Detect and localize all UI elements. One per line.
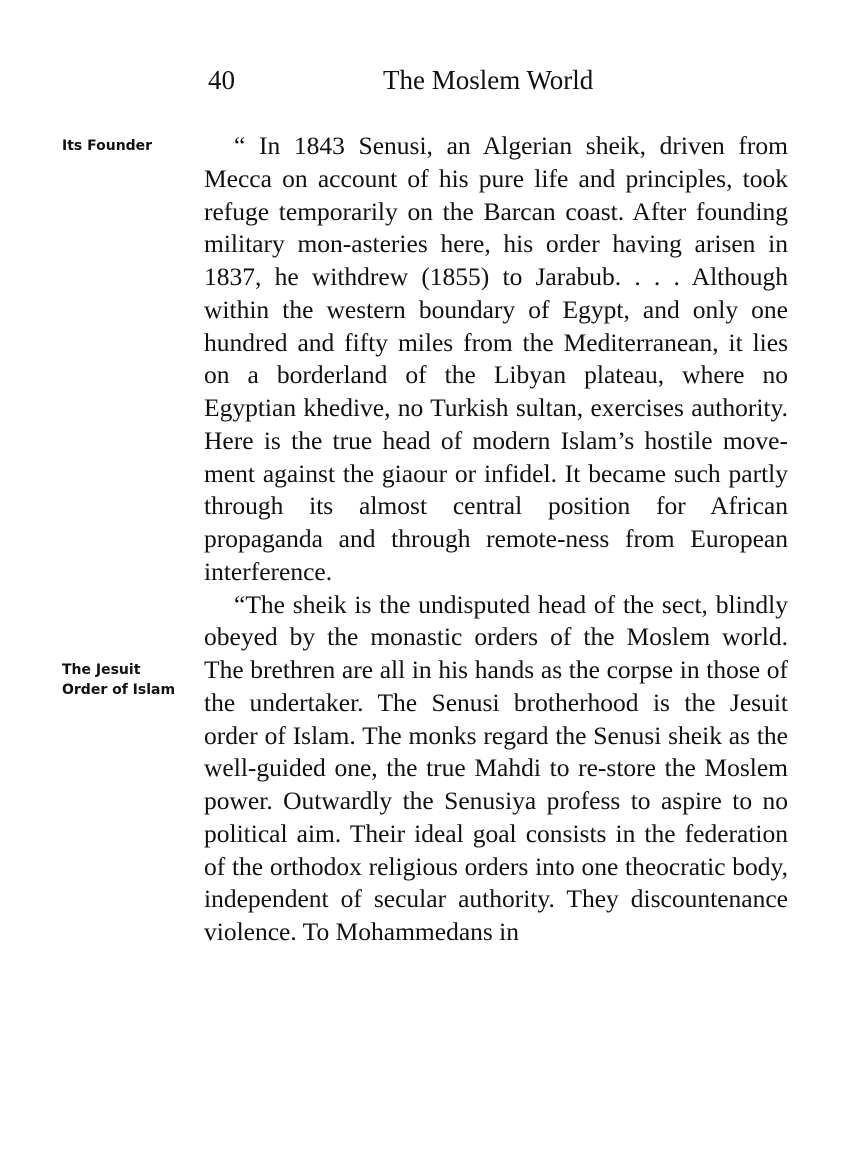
- body-text: [204, 130, 788, 949]
- sidenote-jesuit-order: The Jesuit Order of Islam: [62, 662, 176, 698]
- sidenote-its-founder: Its Founder: [62, 138, 153, 154]
- running-head: The Moslem World: [383, 65, 594, 95]
- paragraph-sheik-head: “The sheik is the undisputed head of the sect, blindly obeyed by the monastic orders of the Moslem world. The brethren are all in his hands as the corpse in those of the undertaker. The Senusi brotherhood is the Jesuit order of Islam. The monks regard the Senusi sheik as the well-guided one, the true Mahdi to re-store the Moslem power. Outwardly the Senusiya profess to aspire to no political aim. Their ideal goal consists in the federation of the orthodox religious orders into one theocratic body, independent of secular authority. They discountenance violence. To Mohammedans in: [204, 589, 788, 946]
- paragraph-senusi-founding: “ In 1843 Senusi, an Algerian sheik, driven from Mecca on account of his pure life and principles, took refuge temporarily on the Barcan coast. After founding military mon-asteries here, his order having arisen in 1837, he withdrew (1855) to Jarabub. . . . Although within the western boundary of Egypt, and only one hundred and fifty miles from the Mediterranean, it lies on a borderland of the Libyan plateau, where no Egyptian khedive, no Turkish sultan, exercises authority. Here is the true head of modern Islam’s hostile move-ment against the giaour or infidel. It became such partly through its almost central position for African propaganda and through remote-ness from European interference.: [204, 131, 788, 586]
- page-number: 40: [208, 65, 235, 95]
- page-header: [0, 62, 850, 98]
